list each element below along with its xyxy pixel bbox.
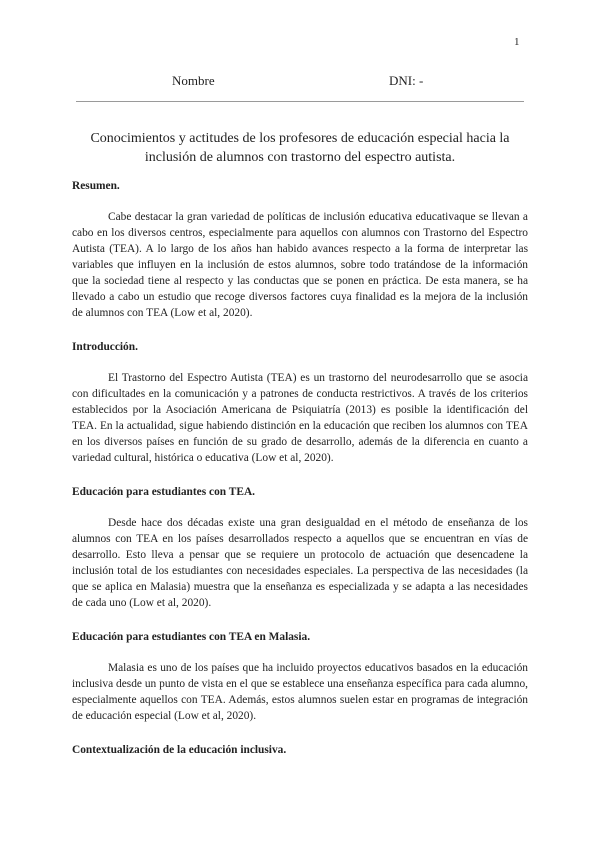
page-number: 1 xyxy=(514,36,520,48)
dni-label: DNI: - xyxy=(389,73,424,88)
name-label: Nombre xyxy=(172,73,215,88)
header-divider xyxy=(76,101,524,102)
document-body xyxy=(72,178,528,758)
document-title: Conocimientos y actitudes de los profesores de educación especial hacia la inclusión de alumnos con trastorno del espectro autista. xyxy=(90,131,510,165)
section-heading-introduccion: Introducción. xyxy=(72,341,138,353)
section-heading-educacion-tea: Educación para estudiantes con TEA. xyxy=(72,486,256,498)
section-body-educacion-tea: Desde hace dos décadas existe una gran desigualdad en el método de enseñanza de los alumnos con TEA en los países desarrollados respecto a aquellos que se encuentran en vías de desarrollo. Esto lleva a pensar que se requiere un protocolo de actuación que desencadene la inclusión total de los estudiantes con necesidades especiales. La perspectiva de las necesidades (la que se aplica en Malasia) muestra que la enseñanza es especializada y se adapta a las necesidades de cada uno (Low et al, 2020). xyxy=(72,517,528,609)
section-body-resumen: Cabe destacar la gran variedad de políticas de inclusión educativa educativaque se llevan a cabo en los diversos centros, especialmente para aquellos con alumnos con Trastorno del Espectro Autista (TEA). A lo largo de los años han habido avances respecto a la forma de interpretar las variables que influyen en la inclusión de estos alumnos, sobre todo tratándose de la información que la sociedad tiene al respecto y las conductas que se ponen en práctica. De esta manera, se ha llevado a cabo un estudio que recoge diversos factores cuya finalidad es la mejora de la inclusión de alumnos con TEA (Low et al, 2020). xyxy=(72,211,528,319)
section-body-educacion-malasia: Malasia es uno de los países que ha incluido proyectos educativos basados en la educación inclusiva desde un punto de vista en el que se establece una enseñanza específica para cada alumno, especialmente aquellos con TEA. Además, estos alumnos suelen estar en programas de integración de educación especial (Low et al, 2020). xyxy=(72,662,528,722)
section-heading-resumen: Resumen. xyxy=(72,180,120,192)
section-heading-contextualizacion: Contextualización de la educación inclusiva. xyxy=(72,744,287,756)
section-heading-educacion-malasia: Educación para estudiantes con TEA en Malasia. xyxy=(72,631,311,643)
section-body-introduccion: El Trastorno del Espectro Autista (TEA) es un trastorno del neurodesarrollo que se asocia con dificultades en la comunicación y a patrones de conducta restrictivos. A través de los criterios establecidos por la Asociación Americana de Psiquiatría (2013) es posible la identificación del TEA. En la actualidad, sigue habiendo distinción en la educación que reciben los alumnos con TEA en los diversos países en función de su grado de desarrollo, además de la diferencia en cuanto a variedad cultural, histórica o educativa (Low et al, 2020). xyxy=(72,372,528,464)
